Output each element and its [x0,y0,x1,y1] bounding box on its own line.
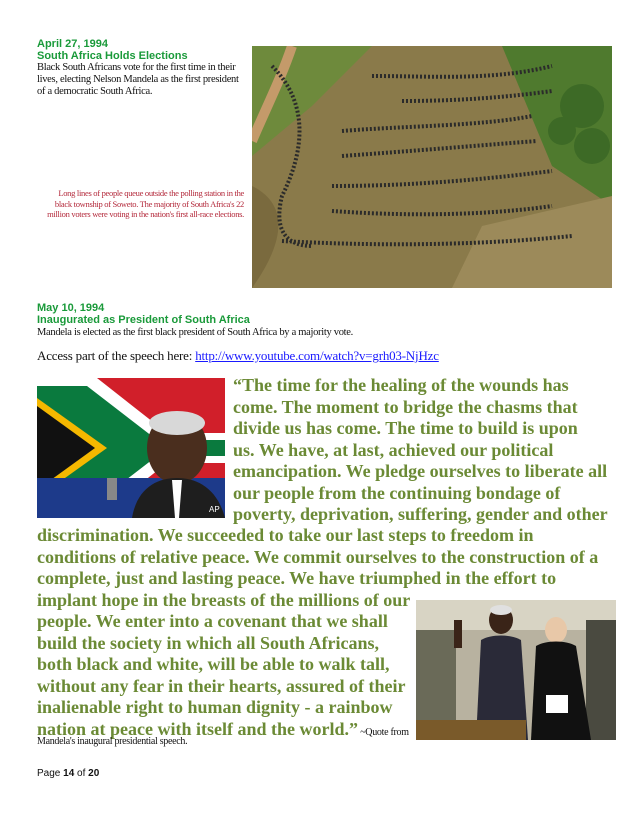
quote-line: people. We enter into a covenant that we shall [37,611,388,631]
quote-line: complete, just and lasting peace. We have triumphed in the effort to [37,568,557,588]
quote-line: come. The moment to bridge the chasms that [233,396,578,417]
quote-line: our people from the continuing bondage of [233,482,561,503]
speech-access-prefix: Access part of the speech here: [37,348,196,363]
quote-top-block [233,375,608,526]
quote-line: both black and white, will be able to walk tall, [37,654,390,674]
page-number: 14 [63,768,75,779]
quote-left-block [37,611,409,743]
page-footer [37,768,99,779]
quote-line: without any fear in their hearts, assured of their [37,675,406,696]
quote-attribution-end: Mandela's inaugural presidential speech. [37,736,188,747]
quote-line: “The time for the healing of the wounds has [233,375,569,395]
quote-line: implant hope in the breasts of the millions of our [37,589,411,610]
quote-full-block [37,525,607,611]
quote-line: discrimination. We succeeded to take our last steps to freedom in [37,525,534,545]
quote-line: poverty, deprivation, suffering, gender and other [233,504,608,524]
of-word: of [74,768,89,779]
total-pages: 20 [88,768,100,779]
speech-access-line [37,348,439,364]
quote-line: build the society in which all South Africans, [37,632,380,653]
quote-line: us. We have, at last, achieved our political [233,439,554,460]
quote-line: divide us has come. The time to build is upon [233,418,578,438]
event1-photo-caption: Long lines of people queue outside the polling station in the black township of Soweto. The majority of South Africa's 22 million voters were voting in the nation's first all-race elections. [47,188,244,219]
event1-date: April 27, 1994 [37,38,108,50]
inauguration-oath-photo [416,600,616,740]
page-word: Page [37,768,64,779]
quote-line: emancipation. We pledge ourselves to liberate all [233,461,608,481]
event2-date: May 10, 1994 [37,302,105,314]
event1-headline: South Africa Holds Elections [37,50,188,62]
event2-headline: Inaugurated as President of South Africa [37,314,250,326]
speech-video-link[interactable]: http://www.youtube.com/watch?v=grh03-NjHzc [195,348,439,363]
event1-description: Black South Africans vote for the first time in their lives, electing Nelson Mandela as the first president of a democratic South Africa. [37,62,239,97]
quote-attribution-start: ~Quote from [358,726,409,738]
ap-watermark: AP [209,505,220,514]
mandela-flag-photo [37,378,225,518]
quote-line: inalienable right to human dignity - a rainbow [37,697,393,717]
quote-line: conditions of relative peace. We commit ourselves to the construction of a [37,546,599,567]
event2-description: Mandela is elected as the first black president of South Africa by a majority vote. [37,327,353,338]
quote-line-text: nation at peace with itself and the world.” [37,718,358,739]
election-queue-photo [252,46,612,288]
